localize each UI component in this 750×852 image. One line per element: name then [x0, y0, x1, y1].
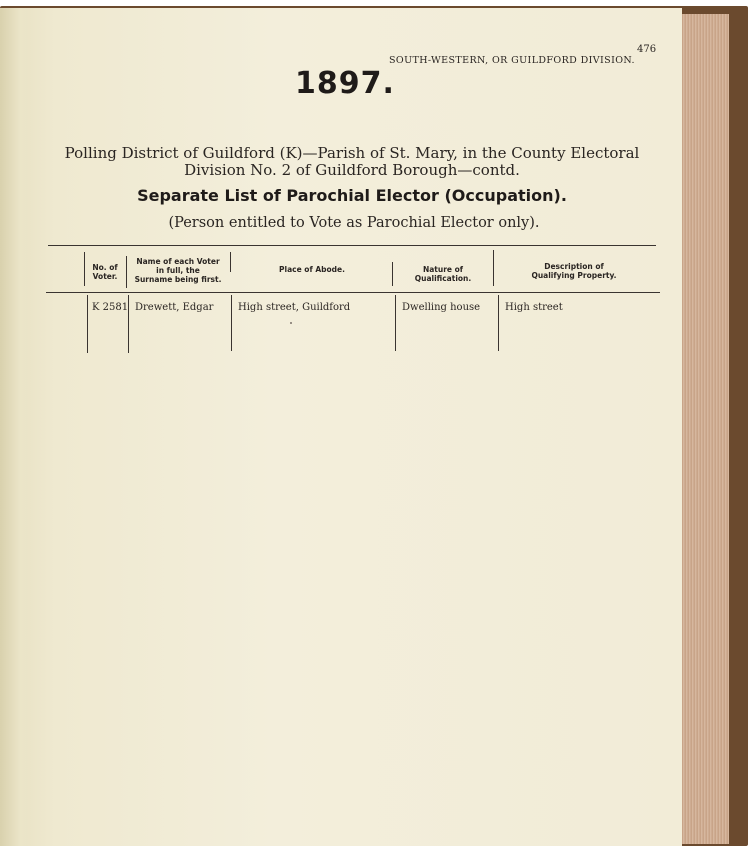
header-divider — [84, 252, 85, 286]
district-heading — [60, 145, 644, 179]
header-line: Voter. — [92, 272, 118, 281]
year-heading: 1897. — [295, 66, 395, 101]
body-divider — [498, 295, 499, 351]
body-divider — [231, 295, 232, 351]
body-divider — [128, 295, 129, 353]
list-title: Separate List of Parochial Elector (Occupation). — [137, 186, 567, 205]
table-header-rule — [46, 292, 660, 293]
cell-qualification: Dwelling house — [402, 302, 481, 313]
district-line-2: Division No. 2 of Guildford Borough—contd. — [184, 161, 520, 179]
spine-shadow — [0, 8, 34, 846]
header-voter-name — [128, 257, 228, 284]
header-line: No. of — [92, 263, 118, 272]
header-abode — [234, 265, 390, 274]
header-divider — [126, 256, 127, 288]
header-line: Place of Abode. — [279, 265, 345, 274]
body-divider — [87, 295, 88, 353]
ink-speck — [290, 322, 292, 324]
header-line: Description of — [544, 262, 604, 271]
header-voter-number — [86, 263, 124, 281]
header-property — [500, 262, 648, 280]
district-line-1: Polling District of Guildford (K)—Parish of St. Mary, in the County Electoral — [64, 144, 640, 162]
page-number: 476 — [637, 44, 657, 55]
header-divider — [493, 250, 494, 286]
header-line: in full, the — [156, 266, 200, 275]
body-divider — [395, 295, 396, 351]
header-line: Qualifying Property. — [531, 271, 617, 280]
table-top-rule — [48, 245, 656, 246]
cell-property: High street — [505, 302, 563, 313]
header-divider — [392, 262, 393, 286]
header-line: Name of each Voter — [136, 257, 220, 266]
header-divider — [230, 252, 231, 272]
cell-voter-name: Drewett, Edgar — [135, 302, 214, 313]
page — [0, 8, 682, 846]
list-subtitle: (Person entitled to Vote as Parochial Elector only). — [168, 215, 540, 231]
cell-abode: High street, Guildford — [238, 302, 351, 313]
page-edges — [676, 14, 729, 844]
running-head: SOUTH-WESTERN, OR GUILDFORD DIVISION. — [389, 55, 635, 66]
cell-voter-number: K 2581 — [92, 302, 129, 313]
header-line: Surname being first. — [134, 275, 222, 284]
header-qualification — [394, 265, 492, 283]
header-line: Nature of Qualification. — [414, 265, 472, 283]
